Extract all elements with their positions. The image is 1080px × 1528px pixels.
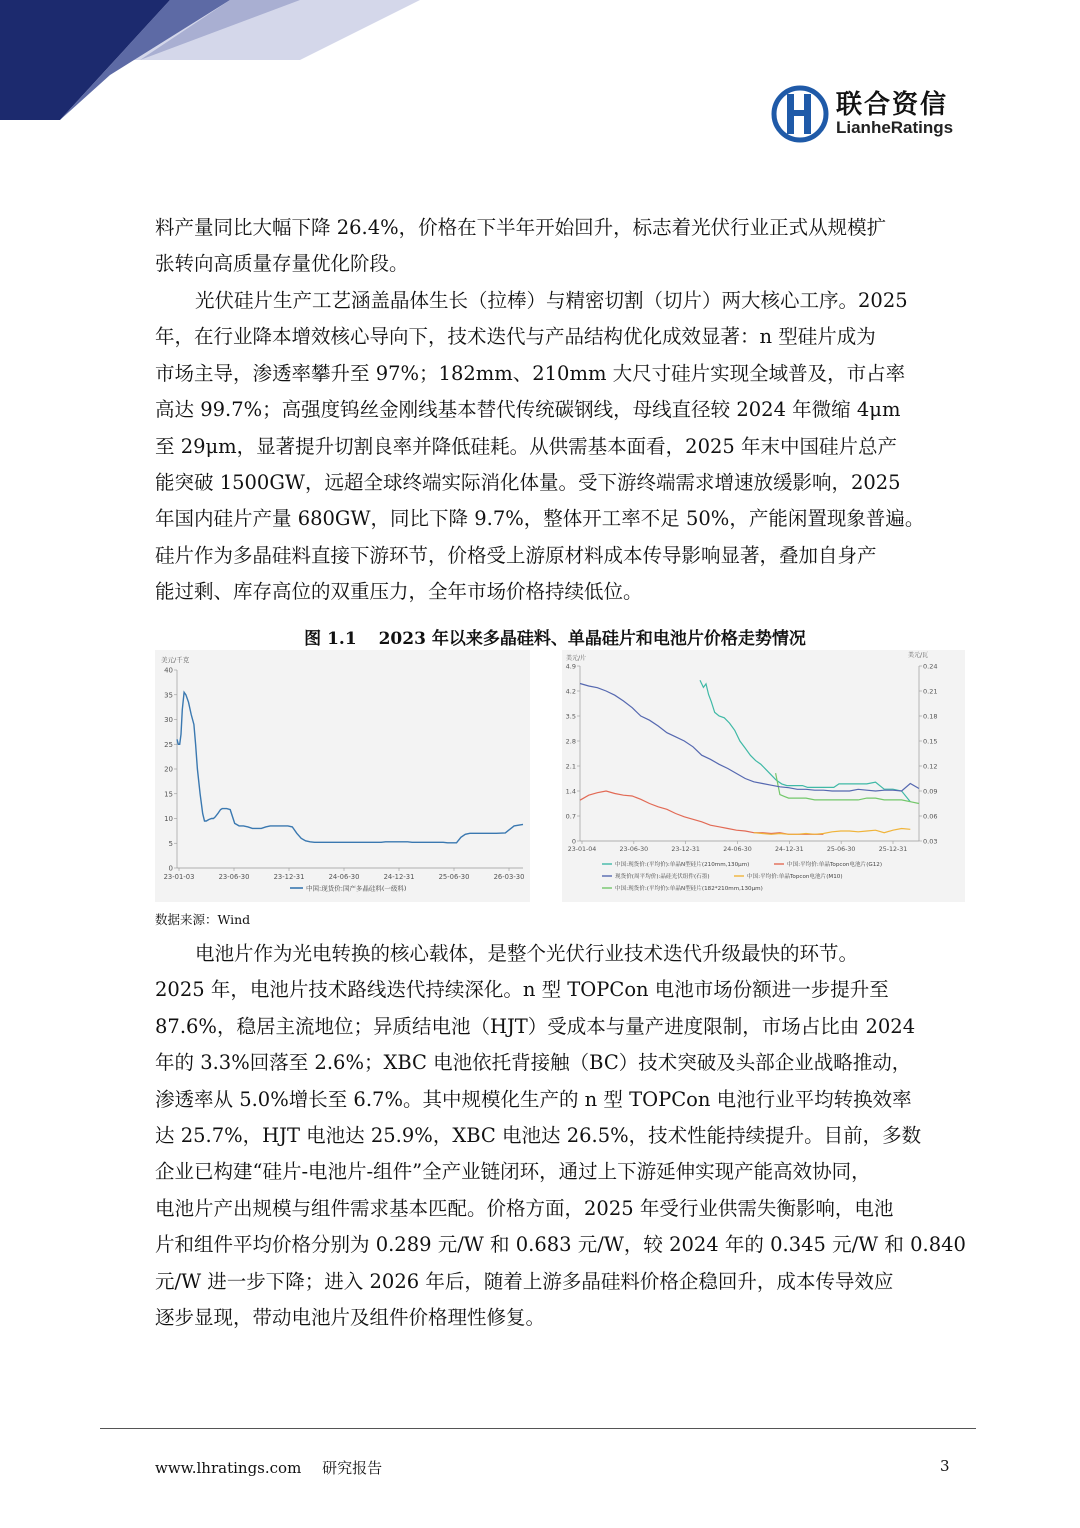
paragraph-polysilicon-end — [155, 210, 955, 283]
x-tick-label: 25-12-31 — [878, 846, 908, 853]
y-tick-label: 40 — [164, 666, 173, 675]
y2-tick-label: 0.09 — [923, 787, 938, 796]
legend-label: 中国:平均价:单晶Topcon电池片(G12) — [787, 862, 883, 868]
y-tick-label: 5 — [168, 839, 173, 848]
text-line: 年，在行业降本增效核心导向下，技术迭代与产品结构优化成效显著：n 型硅片成为 — [155, 325, 876, 349]
y-tick-label: 0 — [168, 864, 173, 873]
text-line: 年的 3.3%回落至 2.6%；XBC 电池依托背接触（BC）技术突破及头部企业战略推动， — [155, 1051, 912, 1075]
polysilicon-price-chart-svg — [155, 650, 530, 902]
y-tick-label: 30 — [164, 716, 173, 724]
y-axis-label: 美元/片 — [566, 655, 587, 662]
figure-caption: 2023 年以来多晶硅料、单晶硅片和电池片价格走势情况 — [378, 629, 806, 649]
x-tick-label: 24-06-30 — [723, 846, 752, 853]
text-line: 能过剩、库存高位的双重压力，全年市场价格持续低位。 — [155, 580, 643, 604]
y2-tick-label: 0.18 — [923, 712, 938, 721]
legend-label: 中国:平均价:单晶Topcon电池片(M10) — [747, 874, 843, 880]
text-line: 渗透率从 5.0%增长至 6.7%。其中规模化生产的 n 型 TOPCon 电池行业平均转换效率 — [155, 1087, 912, 1111]
footer-url[interactable]: www.lhratings.com — [155, 1459, 302, 1477]
text-line: 张转向高质量存量优化阶段。 — [155, 252, 409, 276]
text-line: 年国内硅片产量 680GW，同比下降 9.7%，整体开工率不足 50%，产能闲置现象普遍。 — [155, 507, 925, 531]
legend-label: 现货价(周平均价):晶硅光伏组件(石墨) — [615, 874, 710, 880]
wafer-cell-module-price-chart-svg — [562, 650, 965, 902]
text-line: 高达 99.7%；高强度钨丝金刚线基本替代传统碳钢线，母线直径较 2024 年微缩 4μm — [155, 398, 901, 422]
y2-tick-label: 0.12 — [923, 762, 938, 771]
series-line-polysilicon — [177, 692, 523, 843]
text-line: 电池片作为光电转换的核心载体，是整个光伏行业技术迭代升级最快的环节。 — [195, 942, 859, 965]
x-tick-label: 25-06-30 — [438, 873, 470, 881]
text-line: 逐步显现，带动电池片及组件价格理性修复。 — [155, 1305, 546, 1329]
y-tick-label: 2.8 — [565, 737, 576, 746]
y2-tick-label: 0.15 — [923, 737, 938, 746]
logo-chinese-name: 联合资信 — [836, 90, 949, 120]
x-tick-label: 26-03-30 — [493, 873, 525, 881]
y2-tick-label: 0.24 — [923, 662, 938, 671]
text-line: 能突破 1500GW，远超全球终端实际消化体量。受下游终端需求增速放缓影响，2025 — [155, 470, 901, 494]
x-tick-label: 23-06-30 — [619, 846, 649, 853]
text-line: 至 29μm，显著提升切割良率并降低硅耗。从供需基本面看，2025 年末中国硅片总产 — [155, 434, 898, 458]
x-tick-label: 23-01-04 — [567, 846, 597, 853]
y-tick-label: 35 — [164, 691, 173, 700]
paragraph-silicon-wafer — [155, 283, 955, 611]
text-line: 硅片作为多晶硅料直接下游环节，价格受上游原材料成本传导影响显著，叠加自身产 — [155, 543, 877, 567]
x-tick-label: 23-01-03 — [163, 873, 195, 881]
paragraph-battery-cell — [155, 936, 966, 1336]
text-line: 87.6%，稳居主流地位；异质结电池（HJT）受成本与量产进度限制，市场占比由 2024 — [155, 1014, 916, 1038]
text-line: 片和组件平均价格分别为 0.289 元/W 和 0.683 元/W，较 2024 年的 0.345 元/W 和 0.840 — [155, 1233, 966, 1257]
text-line: 市场主导，渗透率攀升至 97%；182mm、210mm 大尺寸硅片实现全域普及，市占率 — [155, 361, 906, 385]
figure-title — [155, 624, 955, 649]
legend-label: 中国:现货价:国产多晶硅料(一级料) — [306, 884, 407, 893]
text-line: 企业已构建“硅片-电池片-组件”全产业链闭环，通过上下游延伸实现产能高效协同， — [155, 1160, 871, 1184]
y-tick-label: 4.2 — [565, 687, 576, 696]
figure-number: 图 1.1 — [304, 629, 357, 649]
text-line: 电池片产出规模与组件需求基本匹配。价格方面，2025 年受行业供需失衡影响，电池 — [155, 1196, 894, 1220]
text-line: 光伏硅片生产工艺涵盖晶体生长（拉棒）与精密切割（切片）两大核心工序。2025 — [195, 289, 908, 312]
x-tick-label: 23-12-31 — [671, 846, 700, 853]
y-tick-label: 25 — [164, 740, 173, 749]
y-tick-label: 15 — [164, 790, 173, 799]
y-tick-label: 0.7 — [565, 812, 576, 821]
y-tick-label: 1.4 — [565, 787, 576, 796]
legend-label: 中国:现货价:(平均价):单晶N型硅片(182*210mm,130μm) — [615, 886, 763, 892]
x-tick-label: 23-12-31 — [273, 873, 305, 881]
y-tick-label: 0 — [571, 837, 576, 846]
series-line — [776, 773, 919, 803]
x-tick-label: 24-06-30 — [328, 873, 360, 881]
legend-label: 中国:现货价:(平均价):单晶N型硅片(210mm,130μm) — [615, 862, 750, 868]
y-tick-label: 10 — [164, 815, 173, 823]
y2-tick-label: 0.21 — [923, 687, 938, 696]
logo-english-name: LianheRatings — [836, 118, 954, 137]
text-line: 料产量同比大幅下降 26.4%，价格在下半年开始回升，标志着光伏行业正式从规模扩 — [155, 216, 887, 239]
polysilicon-price-chart — [155, 650, 530, 902]
page-number: 3 — [940, 1457, 950, 1475]
footer-label: 研究报告 — [322, 1459, 383, 1477]
y-axis-label: 美元/千克 — [161, 656, 190, 664]
y2-tick-label: 0.06 — [923, 812, 938, 821]
y-tick-label: 20 — [164, 765, 173, 774]
y-tick-label: 3.5 — [565, 712, 576, 721]
y2-axis-label: 美元/瓦 — [908, 652, 929, 659]
lianhe-logo — [770, 84, 970, 144]
x-tick-label: 24-12-31 — [775, 846, 804, 853]
series-line — [580, 684, 919, 792]
footer-divider — [100, 1428, 976, 1429]
footer-left — [155, 1457, 398, 1478]
x-tick-label: 24-12-31 — [383, 873, 415, 881]
y2-tick-label: 0.03 — [923, 837, 938, 846]
x-tick-label: 23-06-30 — [218, 873, 250, 881]
x-tick-label: 25-06-30 — [826, 846, 856, 853]
y-tick-label: 2.1 — [565, 762, 576, 771]
y-tick-label: 4.9 — [565, 662, 576, 671]
figure-source: 数据来源：Wind — [155, 912, 251, 927]
series-line — [700, 680, 910, 801]
header-corner-decoration — [0, 0, 420, 120]
series-line — [754, 829, 911, 835]
text-line: 达 25.7%，HJT 电池达 25.9%，XBC 电池达 26.5%，技术性能持续提升。目前，多数 — [155, 1123, 922, 1147]
logo-mark-icon — [770, 84, 830, 144]
text-line: 2025 年，电池片技术路线迭代持续深化。n 型 TOPCon 电池市场份额进一步提升至 — [155, 978, 889, 1002]
wafer-cell-module-price-chart — [562, 650, 965, 902]
text-line: 元/W 进一步下降；进入 2026 年后，随着上游多晶硅料价格企稳回升，成本传导效应 — [155, 1269, 894, 1293]
